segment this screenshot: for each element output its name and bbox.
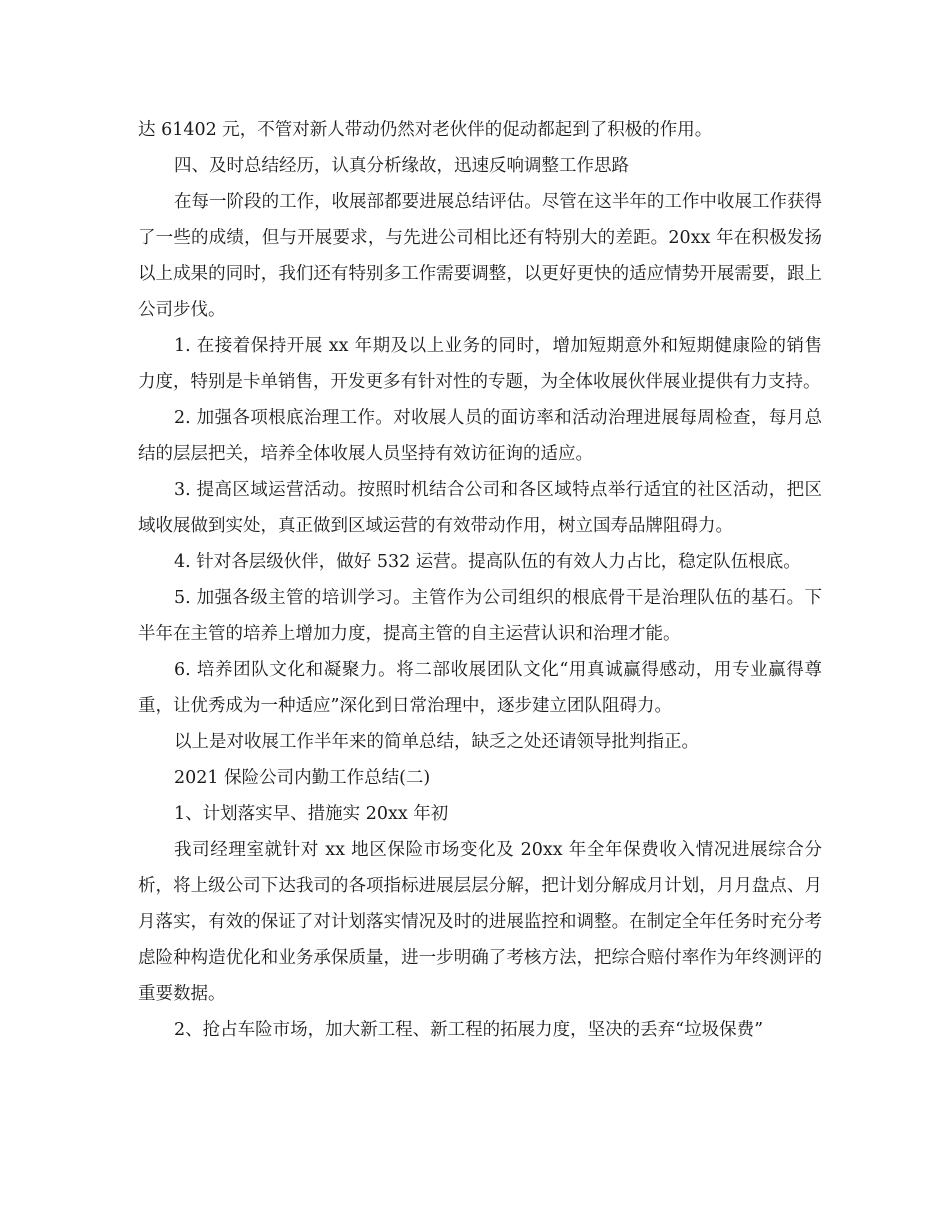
list-item: 2. 加强各项根底治理工作。对收展人员的面访率和活动治理进展每周检查，每月总结的层层把关，培养全体收展人员坚持有效访征询的适应。: [138, 408, 822, 464]
document-body: [138, 112, 822, 1048]
paragraph: 以上是对收展工作半年来的简单总结，缺乏之处还请领导批判指正。: [174, 732, 699, 752]
section-heading: 2、抢占车险市场，加大新工程、新工程的拓展力度，坚决的丢弃“垃圾保费”: [174, 1020, 764, 1040]
list-item: 3. 提高区域运营活动。按照时机结合公司和各区域特点举行适宜的社区活动，把区域收展做到实处，真正做到区域运营的有效带动作用，树立国寿品牌阻碍力。: [138, 480, 822, 536]
list-item: 1. 在接着保持开展 xx 年期及以上业务的同时，增加短期意外和短期健康险的销售力度，特别是卡单销售，开发更多有针对性的专题，为全体收展伙伴展业提供有力支持。: [138, 336, 822, 392]
paragraph: 在每一阶段的工作，收展部都要进展总结评估。尽管在这半年的工作中收展工作获得了一些的成绩，但与开展要求，与先进公司相比还有特别大的差距。20xx 年在积极发扬以上成果的同时，我们还有特别多工作需要调整，以更好更快的适应情势开展需要，跟上公司步伐。: [138, 192, 822, 320]
list-item: 6. 培养团队文化和凝聚力。将二部收展团队文化“用真诚赢得感动，用专业赢得尊重，让优秀成为一种适应”深化到日常治理中，逐步建立团队阻碍力。: [138, 660, 822, 716]
section-heading: 1、计划落实早、措施实 20xx 年初: [174, 804, 449, 824]
list-item: 5. 加强各级主管的培训学习。主管作为公司组织的根底骨干是治理队伍的基石。下半年在主管的培养上增加力度，提高主管的自主运营认识和治理才能。: [138, 588, 822, 644]
document-title: 2021 保险公司内勤工作总结(二): [174, 768, 431, 788]
paragraph: 达 61402 元，不管对新人带动仍然对老伙伴的促动都起到了积极的作用。: [138, 120, 713, 140]
section-heading: 四、及时总结经历，认真分析缘故，迅速反响调整工作思路: [174, 156, 629, 176]
list-item: 4. 针对各层级伙伴，做好 532 运营。提高队伍的有效人力占比，稳定队伍根底。: [174, 552, 801, 572]
paragraph: 我司经理室就针对 xx 地区保险市场变化及 20xx 年全年保费收入情况进展综合分析，将上级公司下达我司的各项指标进展层层分解，把计划分解成月计划，月月盘点、月月落实，有效的保证了对计划落实情况及时的进展监控和调整。在制定全年任务时充分考虑险种构造优化和业务承保质量，进一步明确了考核方法，把综合赔付率作为年终测评的重要数据。: [138, 840, 822, 1004]
